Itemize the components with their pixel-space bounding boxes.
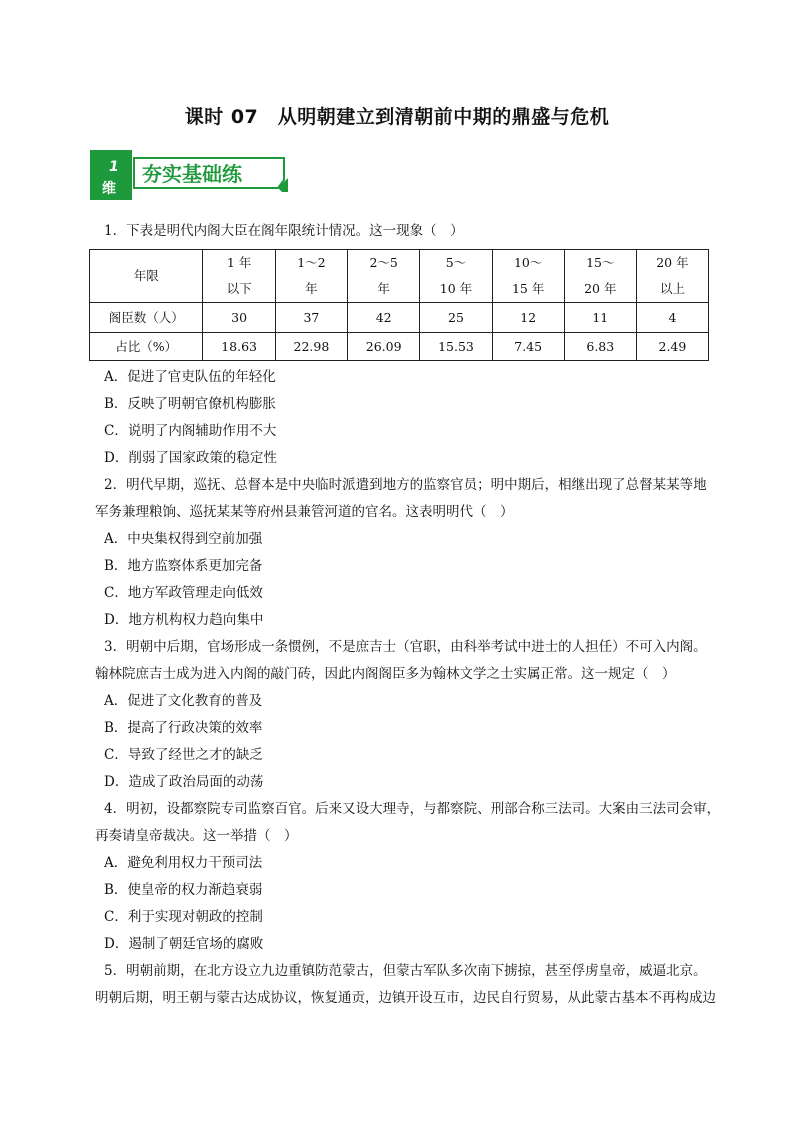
- q3-option-d: D．造成了政治局面的动荡: [104, 774, 264, 790]
- q2-option-d: D．地方机构权力趋向集中: [104, 612, 264, 628]
- q4-option-b: B．使皇帝的权力渐趋衰弱: [104, 882, 263, 898]
- banner-number: 1: [109, 159, 119, 175]
- table-header-cell: 15～ 20 年: [564, 250, 636, 303]
- table-row: [90, 333, 709, 361]
- table-header-label: 年限: [90, 250, 203, 303]
- q3-option-b: B．提高了行政决策的效率: [104, 720, 263, 736]
- q3-stem-line1: 3．明朝中后期，官场形成一条惯例，不是庶吉士（官职，由科举考试中进士的人担任）不可入内阁。: [104, 639, 707, 655]
- table-cell: 11: [564, 303, 636, 333]
- table-header-cell: 1～2 年: [275, 250, 347, 303]
- table-row: [90, 303, 709, 333]
- banner-text: 夯实基础练: [142, 162, 242, 186]
- table-cell: 42: [348, 303, 420, 333]
- page-title: 课时 07 从明朝建立到清朝前中期的鼎盛与危机: [184, 106, 610, 128]
- q3-option-a: A．促进了文化教育的普及: [104, 693, 263, 709]
- table-header-cell: 5～ 10 年: [420, 250, 492, 303]
- question-list: [95, 218, 727, 1012]
- table-row-label: 占比（%）: [90, 333, 203, 361]
- q2-stem-line2: 军务兼理粮饷、巡抚某某等府州县兼管河道的官名。这表明明代（ ）: [95, 504, 514, 520]
- table-cell: 15.53: [420, 333, 492, 361]
- table-cell: 25: [420, 303, 492, 333]
- q4-stem-line1: 4．明初，设都察院专司监察百官。后来又设大理寺，与都察院、刑部合称三法司。大案由三法司会审，: [104, 801, 721, 817]
- table-cell: 6.83: [564, 333, 636, 361]
- table-cell: 7.45: [492, 333, 564, 361]
- table-header-cell: 1 年 以下: [203, 250, 275, 303]
- q4-option-a: A．避免利用权力干预司法: [104, 855, 263, 871]
- table-row-label: 阁臣数（人）: [90, 303, 203, 333]
- table-cell: 18.63: [203, 333, 275, 361]
- table-header-cell: 20 年 以上: [636, 250, 708, 303]
- table-cell: 22.98: [275, 333, 347, 361]
- q1-option-c: C．说明了内阁辅助作用不大: [104, 423, 277, 439]
- q1-option-b: B．反映了明朝官僚机构膨胀: [104, 396, 276, 412]
- table-cell: 4: [636, 303, 708, 333]
- section-banner: [90, 150, 288, 200]
- banner-wei: 维: [102, 181, 116, 197]
- q4-option-d: D．遏制了朝廷官场的腐败: [104, 936, 264, 952]
- table-cell: 12: [492, 303, 564, 333]
- table-cell: 37: [275, 303, 347, 333]
- q2-stem-line1: 2．明代早期，巡抚、总督本是中央临时派遣到地方的监察官员；明中期后，相继出现了总督某某等地: [104, 477, 707, 493]
- q2-option-b: B．地方监察体系更加完备: [104, 558, 263, 574]
- q2-option-c: C．地方军政管理走向低效: [104, 585, 263, 601]
- table-cell: 26.09: [348, 333, 420, 361]
- q4-stem-line2: 再奏请皇帝裁决。这一举措（ ）: [95, 828, 298, 844]
- table-cell: 2.49: [636, 333, 708, 361]
- table-header-cell: 10～ 15 年: [492, 250, 564, 303]
- q3-option-c: C．导致了经世之才的缺乏: [104, 747, 263, 763]
- table-header-cell: 2～5 年: [348, 250, 420, 303]
- q1-option-d: D．削弱了国家政策的稳定性: [104, 450, 277, 466]
- q5-stem-line1: 5．明朝前期，在北方设立九边重镇防范蒙古，但蒙古军队多次南下掳掠，甚至俘虏皇帝，威逼北京。: [104, 963, 707, 979]
- q2-option-a: A．中央集权得到空前加强: [104, 531, 263, 547]
- q1-option-a: A．促进了官吏队伍的年轻化: [104, 369, 276, 385]
- q5-stem-line2: 明朝后期，明王朝与蒙古达成协议，恢复通贡，边镇开设互市，边民自行贸易，从此蒙古基本不再构成边: [95, 990, 716, 1006]
- q1-table: [89, 249, 709, 361]
- q1-stem: 1．下表是明代内阁大臣在阁年限统计情况。这一现象（ ）: [104, 223, 464, 239]
- q3-stem-line2: 翰林院庶吉士成为进入内阁的敲门砖，因此内阁阁臣多为翰林文学之士实属正常。这一规定（ ）: [95, 666, 676, 682]
- q4-option-c: C．利于实现对朝政的控制: [104, 909, 263, 925]
- table-cell: 30: [203, 303, 275, 333]
